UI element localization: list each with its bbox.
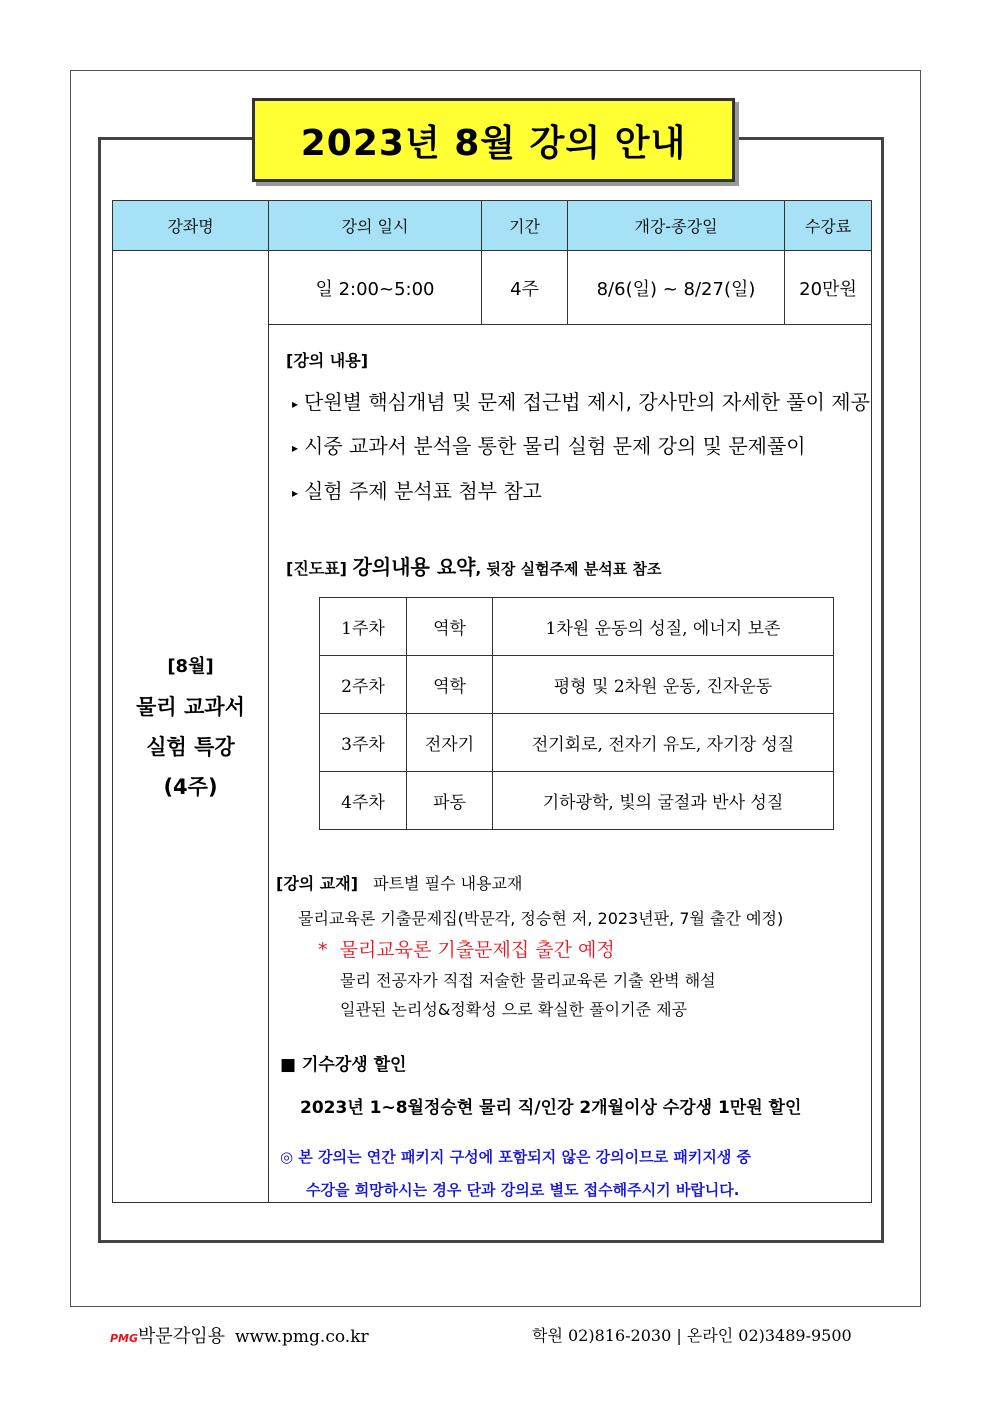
header-course-name: 강좌명 — [113, 201, 269, 251]
area-cell: 역학 — [407, 598, 493, 656]
header-period: 기간 — [482, 201, 568, 251]
course-month: [8월] — [167, 655, 214, 677]
table-row — [320, 772, 834, 830]
progress-heading: [진도표] 강의내용 요약, 뒷장 실험주제 분석표 참조 — [286, 555, 662, 579]
discount-heading: ■ 기수강생 할인 — [280, 1055, 407, 1075]
footer-brand — [110, 1322, 369, 1348]
fee-cell: 20만원 — [785, 251, 872, 325]
discount-text: 2023년 1~8월정승현 물리 직/인강 2개월이상 수강생 1만원 할인 — [300, 1098, 802, 1118]
week-cell: 1주차 — [320, 598, 407, 656]
week-cell: 3주차 — [320, 714, 407, 772]
website-link[interactable]: www.pmg.co.kr — [235, 1327, 369, 1347]
table-header-row — [113, 201, 872, 251]
topic-cell: 1차원 운동의 성질, 에너지 보존 — [493, 598, 834, 656]
triangle-bullet-icon: ▸ — [292, 396, 299, 411]
progress-table — [319, 597, 834, 830]
table-row — [113, 251, 872, 325]
course-content-cell — [269, 325, 872, 1203]
textbook-line: 물리교육론 기출문제집(박문각, 정승현 저, 2023년판, 7월 출간 예정) — [298, 909, 784, 928]
content-bullet: ▸ 실험 주제 분석표 첨부 참고 — [292, 479, 542, 503]
content-heading: [강의 내용] — [286, 351, 369, 370]
table-row — [320, 598, 834, 656]
week-cell: 4주차 — [320, 772, 407, 830]
content-bullet: ▸ 단원별 핵심개념 및 문제 접근법 제시, 강사만의 자세한 풀이 제공 — [292, 390, 870, 414]
textbook-heading: [강의 교재] 파트별 필수 내용교재 — [276, 874, 523, 893]
header-schedule: 강의 일시 — [269, 201, 482, 251]
brand-name: 박문각임용 — [138, 1326, 225, 1347]
publication-notice: * 물리교육론 기출문제집 출간 예정 — [318, 939, 615, 961]
area-cell: 역학 — [407, 656, 493, 714]
week-cell: 2주차 — [320, 656, 407, 714]
topic-cell: 기하광학, 빛의 굴절과 반사 성질 — [493, 772, 834, 830]
notice-line: 일관된 논리성&정확성 으로 확실한 풀이기준 제공 — [340, 1000, 688, 1019]
footer-contact: 학원 02)816-2030 | 온라인 02)3489-9500 — [532, 1326, 852, 1345]
course-title-line3: (4주) — [163, 774, 218, 799]
course-table — [112, 200, 872, 1203]
triangle-bullet-icon: ▸ — [292, 440, 299, 455]
course-title-line2: 실험 특강 — [146, 734, 235, 759]
header-dates: 개강-종강일 — [568, 201, 785, 251]
table-row — [320, 656, 834, 714]
topic-cell: 평형 및 2차원 운동, 진자운동 — [493, 656, 834, 714]
dates-cell: 8/6(일) ~ 8/27(일) — [568, 251, 785, 325]
table-row — [320, 714, 834, 772]
period-cell: 4주 — [482, 251, 568, 325]
notice-line: 물리 전공자가 직접 저술한 물리교육론 기출 완벽 해설 — [340, 971, 716, 990]
course-name-cell — [113, 251, 269, 1203]
package-note: 수강을 희망하시는 경우 단과 강의로 별도 접수해주시기 바랍니다. — [306, 1181, 740, 1199]
topic-cell: 전기회로, 전자기 유도, 자기장 성질 — [493, 714, 834, 772]
triangle-bullet-icon: ▸ — [292, 485, 299, 500]
area-cell: 전자기 — [407, 714, 493, 772]
page-title: 2023년 8월 강의 안내 — [252, 98, 735, 182]
schedule-cell: 일 2:00~5:00 — [269, 251, 482, 325]
content-bullet: ▸ 시중 교과서 분석을 통한 물리 실험 문제 강의 및 문제풀이 — [292, 434, 806, 458]
pmg-logo: PMG — [110, 1332, 139, 1345]
header-fee: 수강료 — [785, 201, 872, 251]
area-cell: 파동 — [407, 772, 493, 830]
course-title-line1: 물리 교과서 — [136, 694, 245, 719]
package-note: ◎ 본 강의는 연간 패키지 구성에 포함되지 않은 강의이므로 패키지생 중 — [280, 1148, 752, 1166]
